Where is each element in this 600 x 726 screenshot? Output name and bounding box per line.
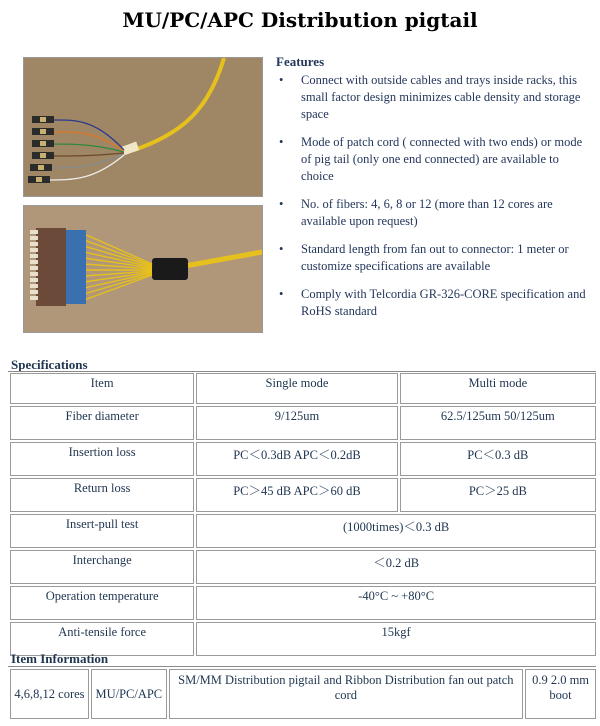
row-multi: PC＞25 dB [400,478,596,512]
table-row [10,514,596,548]
product-photo-fanout [23,57,263,197]
feature-item: • Comply with Telcordia GR-326-CORE specification and RoHS standard [301,286,586,320]
info-connector: MU/PC/APC [91,669,167,719]
feature-item: • No. of fibers: 4, 6, 8 or 12 (more than 12 cores are available upon request) [301,196,586,230]
info-description: SM/MM Distribution pigtail and Ribbon Distribution fan out patch cord [169,669,523,719]
row-item: Interchange [10,550,194,584]
row-item: Insertion loss [10,442,194,476]
table-row [10,406,596,440]
features-list [276,72,586,320]
row-single: 9/125um [196,406,397,440]
row-item: Anti-tensile force [10,622,194,656]
specifications-table [8,371,598,658]
feature-item: • Standard length from fan out to connector: 1 meter or customize specifications are available [301,241,586,275]
product-photo-12core [23,205,263,333]
item-information-heading: Item Information [11,651,109,666]
row-both: -40°C ~ +80°C [196,586,596,620]
row-single: PC＞45 dB APC＞60 dB [196,478,397,512]
table-row [10,669,596,719]
table-row [10,586,596,620]
header-multi-mode: Multi mode [400,373,596,404]
header-item: Item [10,373,194,404]
specifications-heading: Specifications [11,357,88,372]
row-item: Insert-pull test [10,514,194,548]
row-both: 15kgf [196,622,596,656]
row-multi: 62.5/125um 50/125um [400,406,596,440]
table-row [10,550,596,584]
row-both: (1000times)＜0.3 dB [196,514,596,548]
features-heading: Features [276,54,325,69]
row-item: Fiber diameter [10,406,194,440]
page-title: MU/PC/APC Distribution pigtail [122,8,478,32]
info-cores: 4,6,8,12 cores [10,669,89,719]
row-both: ＜0.2 dB [196,550,596,584]
row-item: Return loss [10,478,194,512]
feature-item: • Connect with outside cables and trays inside racks, this small factor design minimizes cable density and storage space [301,72,586,123]
row-single: PC＜0.3dB APC＜0.2dB [196,442,397,476]
item-information-table [8,667,598,721]
row-item: Operation temperature [10,586,194,620]
features-section [276,53,586,331]
table-row [10,478,596,512]
table-row [10,442,596,476]
table-header-row [10,373,596,404]
info-boot: 0.9 2.0 mm boot [525,669,596,719]
feature-item: • Mode of patch cord ( connected with two ends) or mode of pig tail (only one end connected) are available to choice [301,134,586,185]
row-multi: PC＜0.3 dB [400,442,596,476]
header-single-mode: Single mode [196,373,397,404]
